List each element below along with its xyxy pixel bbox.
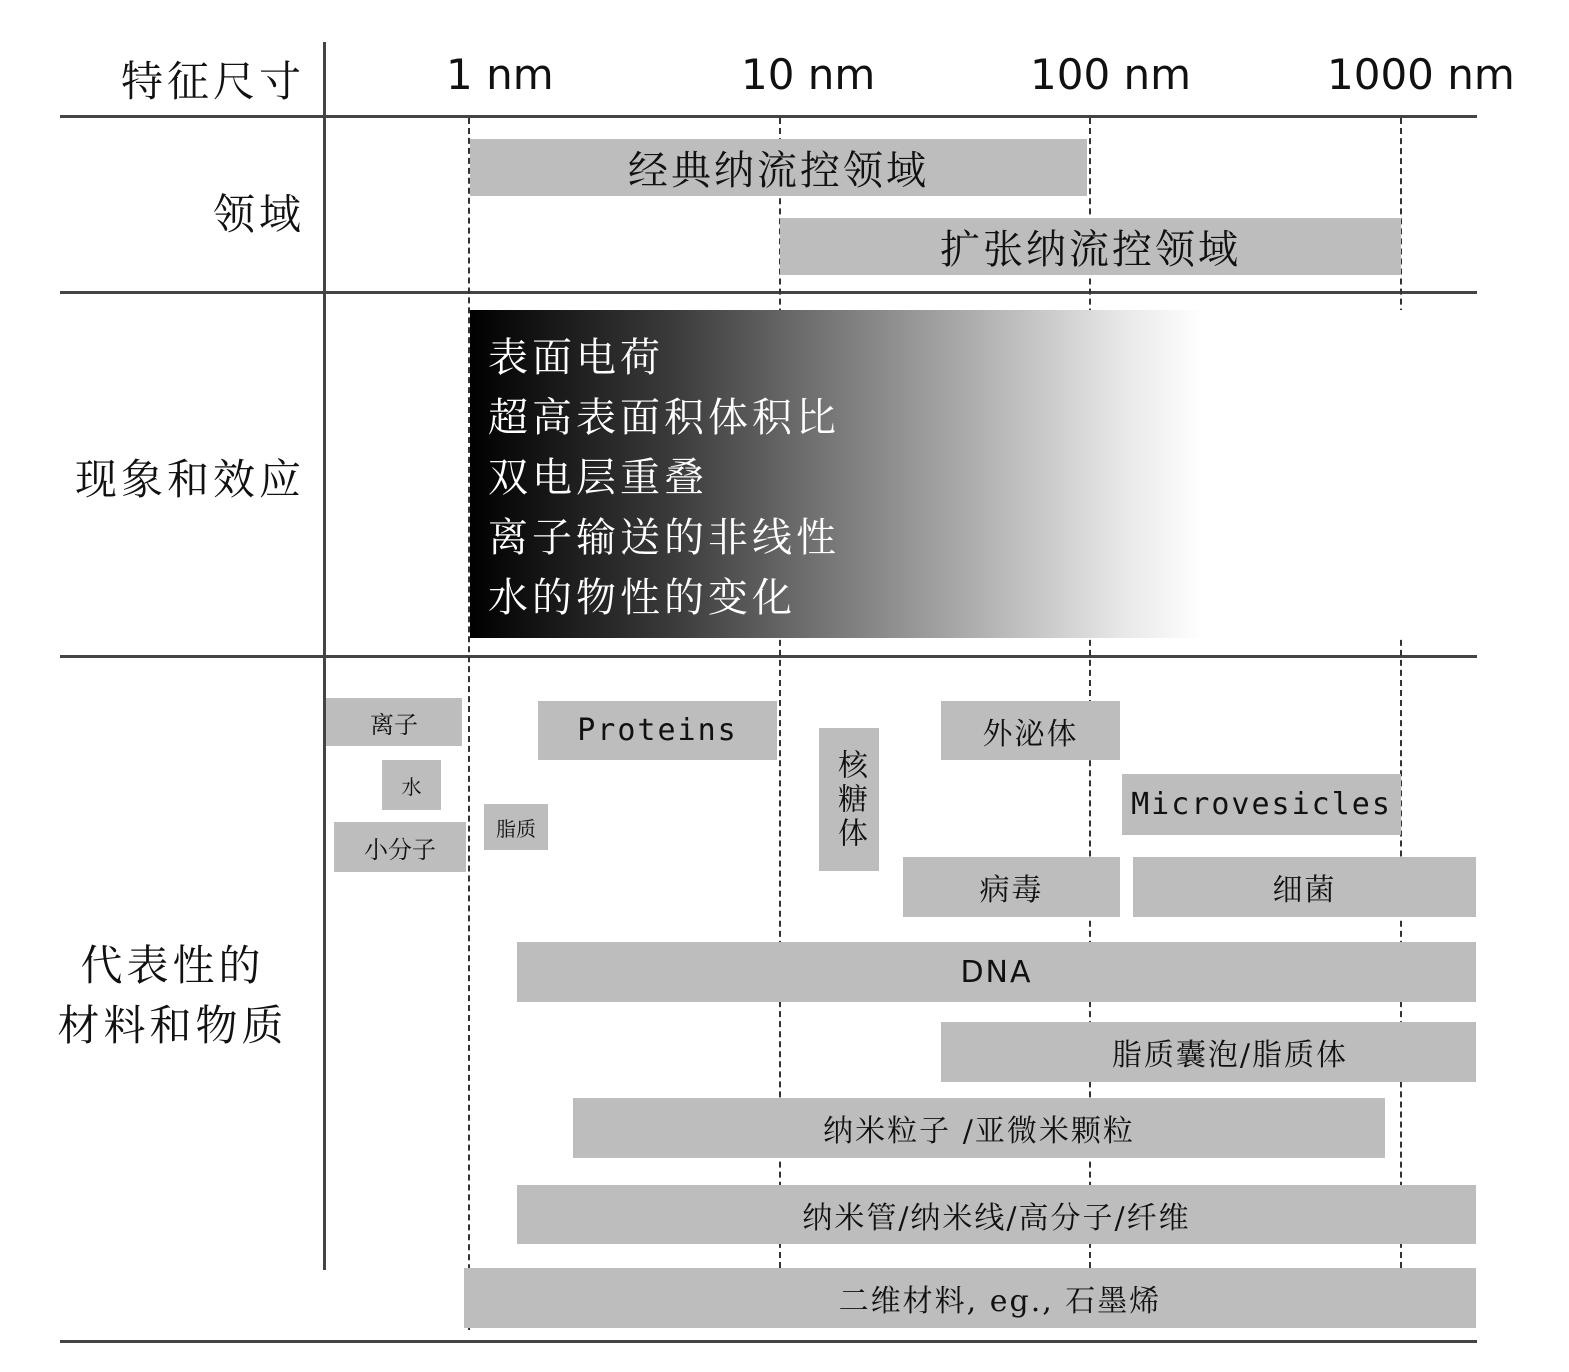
bar-nanotubes: 纳米管/纳米线/高分子/纤维 bbox=[517, 1185, 1476, 1244]
effect-item: 表面电荷 bbox=[488, 335, 664, 381]
row-label-materials: 代表性的 材料和物质 bbox=[57, 941, 288, 1050]
gridline-100nm bbox=[1089, 118, 1091, 1268]
tick-1000nm: 1000 nm bbox=[1327, 50, 1515, 99]
ribosome-label: 核糖体 bbox=[832, 748, 867, 851]
bar-microvesicles: Microvesicles bbox=[1122, 774, 1401, 835]
effect-item: 离子输送的非线性 bbox=[488, 515, 840, 561]
bar-extended-nanofluidics: 扩张纳流控领域 bbox=[780, 218, 1401, 275]
bottom-border bbox=[60, 1340, 1477, 1343]
gridline-1000nm bbox=[1400, 118, 1402, 1268]
bar-exosomes: 外泌体 bbox=[941, 701, 1120, 760]
bar-2d-materials: 二维材料, eg., 石墨烯 bbox=[464, 1268, 1476, 1328]
effects-list bbox=[488, 328, 840, 628]
bar-small-molecules: 小分子 bbox=[334, 822, 466, 872]
effects-row-divider bbox=[60, 655, 1477, 658]
header-divider bbox=[60, 115, 1477, 118]
bar-ions: 离子 bbox=[326, 698, 462, 746]
tick-100nm: 100 nm bbox=[1030, 50, 1192, 99]
bar-ribosome bbox=[819, 728, 879, 871]
row-label-domain: 领域 bbox=[212, 190, 305, 239]
effect-item: 水的物性的变化 bbox=[488, 575, 796, 621]
row-label-effects: 现象和效应 bbox=[74, 455, 305, 504]
effects-gradient-block bbox=[470, 310, 1475, 638]
gridline-1nm bbox=[468, 118, 470, 1330]
bar-liposomes: 脂质囊泡/脂质体 bbox=[941, 1022, 1476, 1082]
effect-item: 双电层重叠 bbox=[488, 455, 708, 501]
tick-10nm: 10 nm bbox=[741, 50, 876, 99]
bar-dna: DNA bbox=[517, 942, 1476, 1002]
bar-nanoparticles: 纳米粒子 /亚微米颗粒 bbox=[573, 1098, 1385, 1158]
bar-water: 水 bbox=[382, 760, 441, 810]
gridline-10nm bbox=[779, 118, 781, 1268]
domain-row-divider bbox=[60, 291, 1477, 294]
bar-classic-nanofluidics: 经典纳流控领域 bbox=[470, 139, 1087, 196]
tick-1nm: 1 nm bbox=[446, 50, 554, 99]
bar-proteins: Proteins bbox=[538, 701, 777, 760]
axis-label: 特征尺寸 bbox=[120, 57, 305, 106]
effect-item: 超高表面积体积比 bbox=[488, 395, 840, 441]
bar-viruses: 病毒 bbox=[903, 857, 1120, 917]
bar-lipids: 脂质 bbox=[484, 804, 548, 850]
bar-bacteria: 细菌 bbox=[1133, 857, 1476, 917]
